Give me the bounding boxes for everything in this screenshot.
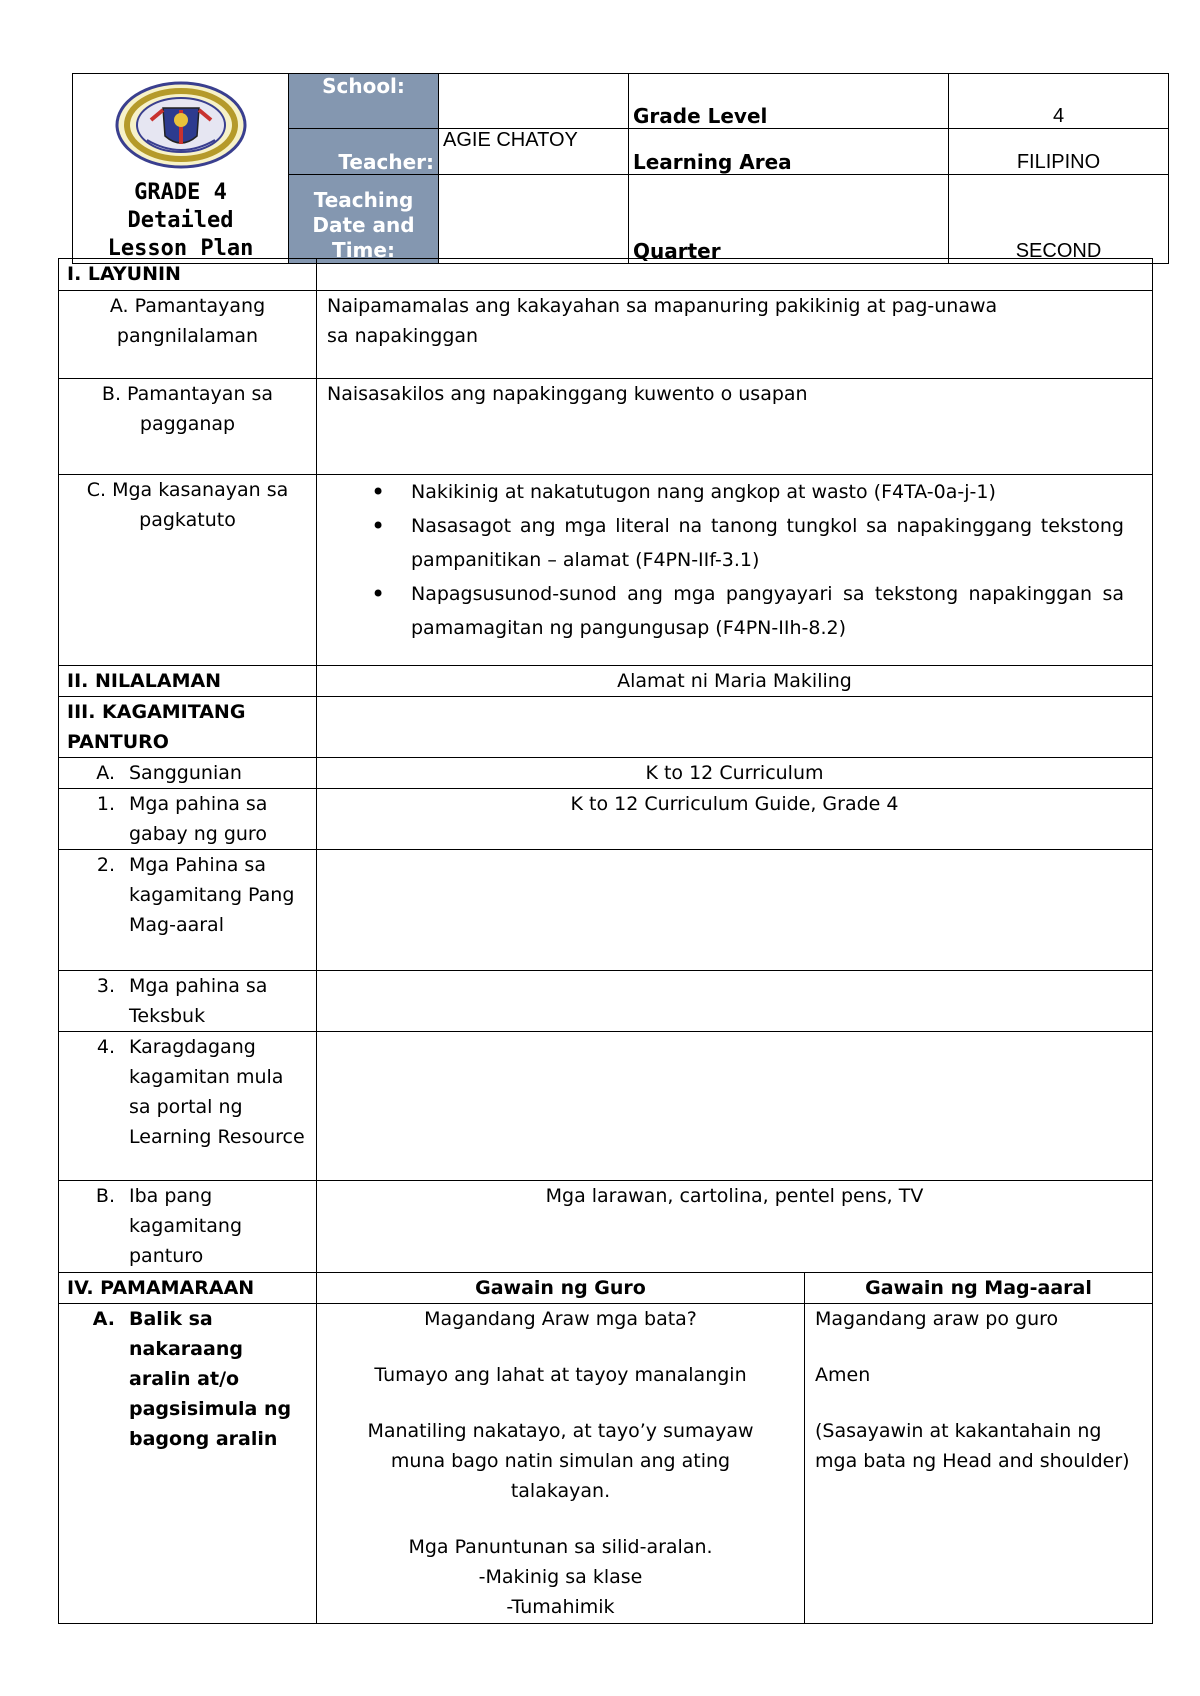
guro-line: Manatiling nakatayo, at tayo’y sumayaw muna bago natin simulan ang ating talakayan. (367, 1420, 754, 1502)
learning-area-label: Learning Area (629, 129, 949, 175)
iba-pang-kagamitan-num: B. (95, 1185, 115, 1207)
kagamitan-item-3-label-cell (59, 971, 317, 1032)
learning-area-value: FILIPINO (949, 129, 1169, 175)
guro-line: Mga Panuntunan sa silid-aralan. (408, 1536, 713, 1558)
magaaral-line: Amen (815, 1364, 871, 1386)
kagamitan-item-num: 2. (96, 854, 115, 876)
guro-line: Magandang Araw mga bata? (424, 1308, 697, 1330)
kagamitan-item-num: 4. (96, 1036, 115, 1058)
quarter-value: SECOND (949, 174, 1169, 263)
kasanayan-list (327, 475, 1124, 645)
sanggunian-text: K to 12 Curriculum (317, 758, 1153, 789)
kasanayan-item: • Napagsusunod-sunod ang mga pangyayari sa tekstong napakinggan sa pamamagitan ng pangungusap (F4PN-IIh-8.2) (387, 577, 1124, 645)
balik-aralin-label: Balik sa nakaraang aralin at/o pagsisimula ng bagong aralin (129, 1308, 292, 1450)
kasanayan-list-cell (317, 475, 1153, 666)
guro-line: -Makinig sa klase (478, 1566, 643, 1588)
lesson-plan-table (58, 258, 1153, 1624)
balik-aralin-label-cell (59, 1304, 317, 1624)
magaaral-line-spacer (815, 1390, 1142, 1416)
kagamitan-item-label: Karagdagang kagamitan mula sa portal ng Learning Resource (129, 1036, 305, 1148)
nilalaman-heading: II. NILALAMAN (59, 666, 317, 697)
guro-line: Tumayo ang lahat at tayoy manalangin (374, 1364, 747, 1386)
kagamitan-item-text (317, 971, 1153, 1032)
grade-level-value: 4 (949, 74, 1169, 129)
layunin-heading-blank (317, 259, 1153, 291)
pamantayan-sa-pagganap-text: Naisasakilos ang napakinggang kuwento o usapan (317, 379, 1153, 475)
kagamitan-item-text (317, 850, 1153, 971)
sanggunian-label: Sanggunian (129, 762, 242, 784)
plan-title-line-2: Detailed (127, 208, 234, 233)
kagamitan-item-text: K to 12 Curriculum Guide, Grade 4 (317, 789, 1153, 850)
iba-pang-kagamitan-label: Iba pang kagamitang panturo (129, 1185, 242, 1267)
teaching-date-label-line-3: Time: (332, 238, 395, 262)
quarter-label: Quarter (629, 174, 949, 263)
kasanayan-label: C. Mga kasanayan sa pagkatuto (59, 475, 317, 666)
pamantayang-pangnilalaman-label: A. Pamantayang pangnilalaman (59, 291, 317, 379)
teacher-label: Teacher: (289, 129, 439, 175)
iba-pang-kagamitan-label-cell (59, 1181, 317, 1273)
guro-line-spacer (357, 1506, 764, 1532)
kagamitan-item-2-label-cell (59, 850, 317, 971)
guro-line-spacer (357, 1390, 764, 1416)
logo-cell (73, 74, 289, 264)
pamantayang-pangnilalaman-text: Naipamamalas ang kakayahan sa mapanuring pakikinig at pag-unawa sa napakinggan (317, 291, 1153, 379)
gawain-guro-cell (317, 1304, 805, 1624)
teaching-date-value (439, 174, 629, 263)
teaching-date-label-line-1: Teaching (313, 188, 414, 212)
school-label: School: (289, 74, 439, 129)
sanggunian-label-cell (59, 758, 317, 789)
kagamitan-heading: III. KAGAMITANG PANTURO (59, 697, 317, 758)
magaaral-line: (Sasayawin at kakantahain ng mga bata ng Head and shoulder) (815, 1420, 1130, 1472)
kasanayan-item: • Nakikinig at nakatutugon nang angkop at wasto (F4TA-0a-j-1) (387, 475, 1124, 509)
plan-title-line-1: GRADE 4 (134, 180, 227, 205)
kasanayan-item: • Nasasagot ang mga literal na tanong tungkol sa napakinggang tekstong pampanitikan – alamat (F4PN-IIf-3.1) (387, 509, 1124, 577)
pamamaraan-heading: IV. PAMAMARAAN (59, 1273, 317, 1304)
iba-pang-kagamitan-text: Mga larawan, cartolina, pentel pens, TV (317, 1181, 1153, 1273)
kagamitan-item-text (317, 1032, 1153, 1181)
teaching-date-label (289, 174, 439, 263)
magaaral-line: Magandang araw po guro (815, 1308, 1059, 1330)
guro-line-spacer (357, 1334, 764, 1360)
teacher-value: AGIE CHATOY (439, 129, 629, 175)
plan-title-line-3: Lesson Plan (107, 236, 254, 261)
layunin-heading: I. LAYUNIN (59, 259, 317, 291)
kagamitan-heading-blank (317, 697, 1153, 758)
magaaral-line-spacer (815, 1334, 1142, 1360)
guro-line: -Tumahimik (506, 1596, 615, 1618)
gawain-magaaral-header: Gawain ng Mag-aaral (805, 1273, 1153, 1304)
balik-aralin-num: A. (92, 1308, 115, 1330)
nilalaman-text: Alamat ni Maria Makiling (317, 666, 1153, 697)
kagamitan-item-num: 1. (96, 793, 115, 815)
gawain-magaaral-cell (805, 1304, 1153, 1624)
gawain-guro-header: Gawain ng Guro (317, 1273, 805, 1304)
teaching-date-label-line-2: Date and (312, 213, 415, 237)
kagamitan-item-num: 3. (96, 975, 115, 997)
sanggunian-num: A. (96, 762, 115, 784)
pamantayan-sa-pagganap-label: B. Pamantayan sa pagganap (59, 379, 317, 475)
header-table (72, 73, 1169, 264)
kagamitan-item-label: Mga Pahina sa kagamitang Pang Mag-aaral (129, 854, 295, 936)
kagamitan-item-1-label-cell (59, 789, 317, 850)
school-value (439, 74, 629, 129)
kagamitan-item-label: Mga pahina sa Teksbuk (129, 975, 268, 1027)
kagamitan-item-4-label-cell (59, 1032, 317, 1181)
deped-seal-icon (111, 80, 251, 170)
grade-level-label: Grade Level (629, 74, 949, 129)
kagamitan-item-label: Mga pahina sa gabay ng guro (129, 793, 268, 845)
